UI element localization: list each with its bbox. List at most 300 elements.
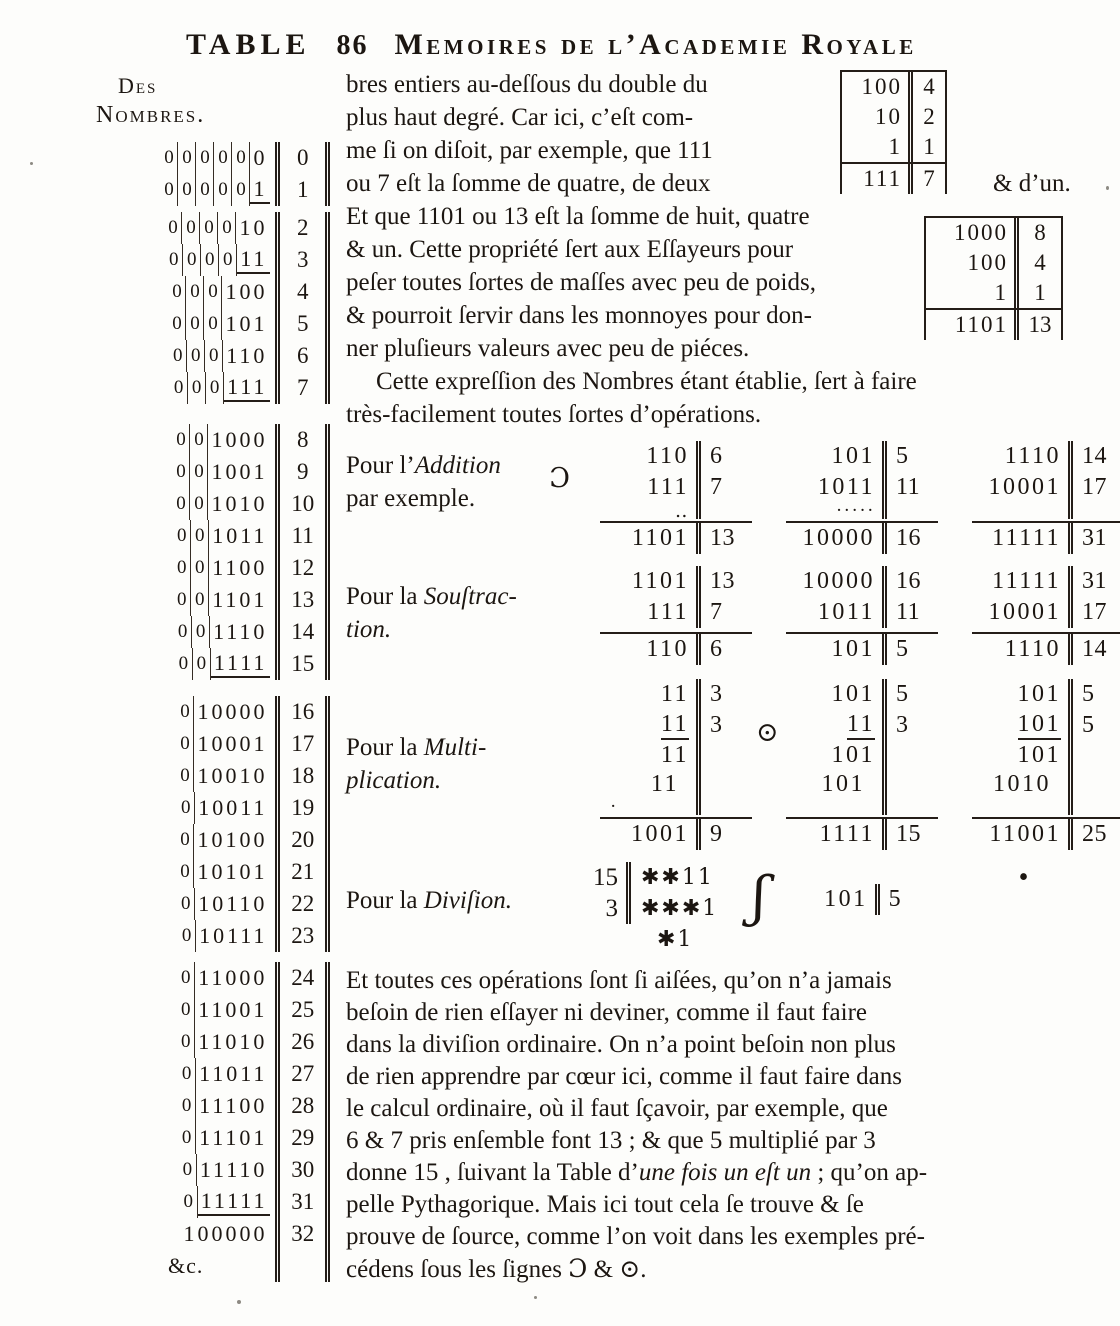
decimal-value: 11 xyxy=(896,599,921,625)
decimal-number: 15 xyxy=(280,648,330,680)
decimal-value: 31 xyxy=(1082,568,1107,594)
binary-value xyxy=(786,500,887,521)
decimal-value: 13 xyxy=(710,525,735,551)
leading-zero-cell: 0 xyxy=(164,212,182,244)
leading-zero-cell: 0 xyxy=(182,212,200,244)
text-line: prouve de ſource, comme l’on voit dans les exemples pré- xyxy=(346,1223,925,1250)
leading-zero-cell: 0 xyxy=(214,174,232,206)
decimal-value xyxy=(1073,503,1120,519)
decimal-number: 28 xyxy=(280,1090,330,1122)
leading-zero-cell: 0 xyxy=(183,244,201,276)
sum-table-row xyxy=(926,218,1061,248)
binary-digits: 1101 xyxy=(212,587,268,612)
binary-digits: 10010 xyxy=(197,763,268,788)
digits: 10001 xyxy=(988,599,1061,625)
multiplication-label xyxy=(346,679,600,797)
decimal-value xyxy=(1073,799,1120,815)
binary-digits: 10101 xyxy=(197,859,268,884)
digits: 101 xyxy=(1018,711,1062,740)
subtraction-example xyxy=(972,566,1120,665)
multiplication-sign: ⊙ xyxy=(756,717,779,748)
decimal-number: 23 xyxy=(280,920,330,952)
decimal-value: 15 xyxy=(896,821,921,847)
main-text-column xyxy=(346,66,1120,1286)
decimal-value: 5 xyxy=(896,681,909,707)
carry-marks xyxy=(600,500,752,522)
division-label-line: Pour la Diviſion. xyxy=(346,887,512,914)
binary-digits: 1111 xyxy=(211,650,271,678)
product-row xyxy=(972,817,1120,850)
decimal-value: 7 xyxy=(710,474,723,500)
decimal-value: 5 xyxy=(1082,712,1095,738)
binary-value xyxy=(160,520,280,552)
decimal-value: 6 xyxy=(710,443,723,469)
binary-table-row xyxy=(160,584,330,616)
difference-row xyxy=(600,632,752,665)
binary-table-row xyxy=(160,276,330,308)
decimal-number: 16 xyxy=(280,696,330,728)
operand-row xyxy=(972,566,1120,597)
division-brace: ʃ xyxy=(752,865,767,928)
subtraction-examples xyxy=(600,566,1120,665)
division-label xyxy=(346,862,570,917)
subtraction-label-line-2: tion. xyxy=(346,616,392,643)
digits: 11 xyxy=(660,742,689,768)
digits: 101 xyxy=(831,681,875,707)
digits: 10000 xyxy=(802,525,875,551)
decimal-number: 29 xyxy=(280,1122,330,1154)
division-row xyxy=(570,893,742,924)
binary-value xyxy=(160,1058,280,1090)
addend-row xyxy=(600,441,752,472)
binary-table-row xyxy=(160,308,330,340)
factor-row xyxy=(600,679,752,710)
leading-zero-cell: 0 xyxy=(178,920,196,952)
decimal-value xyxy=(701,503,752,519)
carry-mark xyxy=(600,796,752,817)
journal-title: Memoires de l’Academie Royale xyxy=(394,28,917,61)
leading-zero-cell: 0 xyxy=(200,212,218,244)
decimal-number: 10 xyxy=(280,488,330,520)
binary-value xyxy=(972,566,1073,597)
leading-zero-cell: 0 xyxy=(186,276,204,308)
leading-zero-cell: 0 xyxy=(232,174,250,206)
multiplication-label-line-1: Pour la Multi- xyxy=(346,734,487,761)
binary-value xyxy=(786,441,887,472)
digits: 110 xyxy=(646,636,689,662)
binary-value xyxy=(160,648,280,680)
binary-value xyxy=(600,819,701,850)
decimal-value: 5 xyxy=(896,443,909,469)
decimal-number: 17 xyxy=(280,728,330,760)
binary-value xyxy=(972,741,1073,770)
multiplication-example xyxy=(600,679,752,850)
decimal-number: 21 xyxy=(280,856,330,888)
digits: 10001 xyxy=(988,474,1061,500)
digits: 101 xyxy=(831,742,875,768)
partial-product-row xyxy=(600,770,752,799)
decimal-number: 24 xyxy=(280,962,330,994)
digits: 11111 xyxy=(992,568,1061,594)
decimal-value xyxy=(887,503,938,519)
sum-table-row xyxy=(926,278,1061,308)
digits: ····· xyxy=(835,500,875,521)
decimal-value: 7 xyxy=(710,599,723,625)
binary-value: 1 xyxy=(926,278,1019,308)
leading-zero-cell: 0 xyxy=(196,142,214,174)
binary-table-row xyxy=(160,648,330,680)
decimal-number: 14 xyxy=(280,616,330,648)
binary-value xyxy=(972,799,1073,815)
division-digits: ✱✱✱1 xyxy=(626,893,718,924)
binary-digits: 1011 xyxy=(212,523,268,548)
binary-table-row xyxy=(160,1090,330,1122)
binary-value xyxy=(160,728,280,760)
leading-zero-cell: 0 xyxy=(165,244,183,276)
digits: 101 xyxy=(1017,742,1061,768)
sum-row xyxy=(972,521,1120,554)
binary-table-row xyxy=(160,760,330,792)
decimal-value: 5 xyxy=(1082,681,1095,707)
quotient-binary: 101 xyxy=(781,884,880,915)
binary-value xyxy=(160,1122,280,1154)
decimal-number xyxy=(280,1250,330,1282)
division-digits: ✱✱11 xyxy=(626,862,714,893)
addend-row xyxy=(600,472,752,503)
addition-label-line-1: Pour l’Addition xyxy=(346,452,501,479)
decimal-number: 25 xyxy=(280,994,330,1026)
leading-zero-cell: 0 xyxy=(172,488,190,520)
binary-value: 10 xyxy=(842,102,913,132)
decimal-number: 13 xyxy=(280,584,330,616)
binary-value xyxy=(160,824,280,856)
binary-value xyxy=(600,472,701,503)
binary-digits: 10111 xyxy=(199,923,268,948)
difference-row xyxy=(972,632,1120,665)
text-line: de rien apprendre par cœur ici, comme il faut faire dans xyxy=(346,1063,902,1090)
binary-value xyxy=(160,424,280,456)
factor-row xyxy=(786,679,938,710)
binary-digits: 111 xyxy=(224,374,270,402)
leading-zero-cell: 0 xyxy=(168,276,186,308)
binary-table-row xyxy=(160,856,330,888)
leading-zero-cell: 0 xyxy=(179,1154,197,1186)
decimal-value xyxy=(701,799,752,815)
digits: 110 xyxy=(646,443,689,469)
binary-value xyxy=(160,856,280,888)
text-line: plus haut degré. Car ici, c’eſt com- xyxy=(346,104,694,131)
binary-value xyxy=(972,503,1073,519)
binary-digits: 10000 xyxy=(197,699,268,724)
table-caption-word: TABLE xyxy=(186,28,311,61)
paragraph-3 xyxy=(346,365,1120,431)
table-caption-line-1: Des xyxy=(118,73,158,98)
binary-value: 100 xyxy=(926,248,1019,278)
binary-value xyxy=(600,566,701,597)
binary-value xyxy=(160,994,280,1026)
division-row xyxy=(570,862,742,893)
binary-digits: 1100 xyxy=(212,555,268,580)
subtraction-label xyxy=(346,566,600,646)
binary-value xyxy=(786,523,887,554)
difference-row xyxy=(786,632,938,665)
decimal-number: 5 xyxy=(280,308,330,340)
leading-zero-cell: 0 xyxy=(218,212,236,244)
leading-zero-cell: 0 xyxy=(232,142,250,174)
decimal-number: 8 xyxy=(280,424,330,456)
binary-value xyxy=(160,372,280,404)
decimal-value: 1 xyxy=(923,134,935,159)
text-line: Et que 1101 ou 13 eſt la ſomme de huit, quatre xyxy=(346,203,810,230)
leading-zero-cell: 0 xyxy=(192,616,210,648)
decimal-value: 3 xyxy=(710,712,723,738)
binary-value: 1 xyxy=(842,132,913,162)
binary-digits: 0 xyxy=(253,145,268,170)
decimal-value: 5 xyxy=(896,636,909,662)
binary-table-row xyxy=(160,920,330,952)
binary-table-row xyxy=(160,340,330,372)
operand-row xyxy=(972,597,1120,628)
leading-zero-cell: 0 xyxy=(187,340,205,372)
partial-product-row xyxy=(972,770,1120,799)
text-line: bres entiers au-deſſous du double du xyxy=(346,71,708,98)
multiplication-section xyxy=(346,679,1120,850)
binary-table-row xyxy=(160,174,330,206)
binary-table-row xyxy=(160,888,330,920)
leading-zero-cell: 0 xyxy=(178,142,196,174)
binary-table-row xyxy=(160,520,330,552)
operand-row xyxy=(786,566,938,597)
decimal-value xyxy=(887,770,938,799)
decimal-value xyxy=(887,741,938,770)
binary-table-row xyxy=(160,1122,330,1154)
paragraph-1-tail: & d’un. xyxy=(993,170,1071,197)
binary-value xyxy=(972,634,1073,665)
paragraph-3-lines xyxy=(346,365,1120,431)
decimal-value: 7 xyxy=(923,166,935,191)
subtraction-example xyxy=(600,566,752,665)
decimal-number: 26 xyxy=(280,1026,330,1058)
binary-digits: 11100 xyxy=(199,1093,268,1118)
binary-table-row xyxy=(160,1058,330,1090)
leading-zero-cell: 0 xyxy=(173,584,191,616)
binary-value xyxy=(600,597,701,628)
decimal-number: 7 xyxy=(280,372,330,404)
digits: 1111 xyxy=(819,821,875,847)
binary-value: 100 xyxy=(842,72,913,102)
leading-zero-cell: 0 xyxy=(190,488,208,520)
subtraction-label-line-1: Pour la Souſtrac- xyxy=(346,583,517,610)
scan-speck xyxy=(237,1300,241,1304)
text-line: le calcul ordinaire, où il faut ſçavoir, par exemple, que xyxy=(346,1095,888,1122)
binary-table-row xyxy=(160,552,330,584)
text-line: peſer toutes ſortes de maſſes avec peu de poids, xyxy=(346,269,816,296)
decimal-value: 13 xyxy=(1028,312,1052,337)
leading-zero-cell: 0 xyxy=(201,244,219,276)
binary-value xyxy=(786,741,887,770)
binary-table-row xyxy=(160,244,330,276)
carry-mark xyxy=(786,799,938,815)
text-line: 6 & 7 pris enſemble font 13 ; & que 5 multiplié par 3 xyxy=(346,1127,876,1154)
binary-digits: 11010 xyxy=(198,1029,268,1054)
sum-table-result xyxy=(926,308,1061,340)
binary-table-row xyxy=(160,792,330,824)
operand-row xyxy=(600,597,752,628)
dividend-or-divisor: 15 xyxy=(593,863,618,891)
leading-zero-cell: 0 xyxy=(214,142,232,174)
multiplication-example xyxy=(786,679,938,850)
leading-zero-cell: 0 xyxy=(188,372,206,404)
decimal-value: 17 xyxy=(1082,474,1107,500)
digits: ‥ xyxy=(674,500,689,522)
addition-label xyxy=(346,441,600,515)
leading-zero-cell: 0 xyxy=(170,372,188,404)
leading-zero-cell: 0 xyxy=(177,962,195,994)
digits: 1010 xyxy=(993,771,1051,797)
leading-zero-cell: 0 xyxy=(176,696,194,728)
addition-example xyxy=(786,441,938,554)
leading-zero-cell: 0 xyxy=(178,174,196,206)
binary-table-row xyxy=(160,1186,330,1218)
decimal-number: 3 xyxy=(280,244,330,276)
text-line: & un. Cette propriété ſert aux Eſſayeurs pour xyxy=(346,236,794,263)
binary-table-row xyxy=(160,1218,330,1250)
binary-value xyxy=(972,819,1073,850)
division-digits: ✱1 xyxy=(657,927,694,952)
leading-zero-cell: 0 xyxy=(204,308,222,340)
digits: 1110 xyxy=(1004,636,1061,662)
paragraph-2 xyxy=(346,200,1120,365)
text-line: très-facilement toutes ſortes d’opérations. xyxy=(346,401,762,428)
binary-value xyxy=(160,760,280,792)
decimal-value: 3 xyxy=(896,712,909,738)
decimal-number: 12 xyxy=(280,552,330,584)
binary-digits: 11000 xyxy=(198,965,268,990)
table-caption xyxy=(96,72,346,130)
binary-value xyxy=(160,142,280,174)
decimal-value: 2 xyxy=(923,104,935,129)
leading-zero-cell: 0 xyxy=(172,424,190,456)
multiplication-label-line-2: plication. xyxy=(346,767,442,794)
decimal-number: 22 xyxy=(280,888,330,920)
binary-value xyxy=(160,696,280,728)
binary-digits: 10100 xyxy=(197,827,268,852)
decimal-value: 17 xyxy=(1082,599,1107,625)
decimal-number: 32 xyxy=(280,1218,330,1250)
product-row xyxy=(600,817,752,850)
binary-table-row xyxy=(160,962,330,994)
binary-value xyxy=(160,174,280,206)
digits: 11 xyxy=(661,711,689,740)
binary-numbers-table xyxy=(160,142,330,1282)
partial-product-row xyxy=(786,741,938,770)
binary-value xyxy=(160,552,280,584)
digits: 101 xyxy=(1017,681,1061,707)
division-row xyxy=(570,924,742,955)
leading-zero-cell: 0 xyxy=(169,340,187,372)
addition-example xyxy=(600,441,752,554)
binary-value xyxy=(160,962,280,994)
leading-zero-cell: 0 xyxy=(193,648,211,680)
binary-value xyxy=(600,770,701,799)
leading-zero-cell: 0 xyxy=(160,174,178,206)
digits: 1110 xyxy=(1004,443,1061,469)
binary-value xyxy=(786,472,887,503)
sum-table-of-13 xyxy=(924,216,1063,340)
binary-value xyxy=(160,308,280,340)
binary-value xyxy=(972,472,1073,503)
decimal-value: 1 xyxy=(1034,280,1046,305)
addend-row xyxy=(786,441,938,472)
decimal-number: 9 xyxy=(280,456,330,488)
decimal-number: 1 xyxy=(280,174,330,206)
leading-zero-cell: 0 xyxy=(191,584,209,616)
scan-speck xyxy=(534,1296,537,1299)
decimal-value: 13 xyxy=(710,568,735,594)
binary-digits: 11011 xyxy=(199,1061,268,1086)
leading-zero-cell: 0 xyxy=(177,792,195,824)
binary-value xyxy=(160,1250,280,1282)
leading-zero-cell: 0 xyxy=(177,1026,195,1058)
binary-table-row xyxy=(160,1154,330,1186)
carry-marks xyxy=(786,500,938,521)
factor-row xyxy=(786,710,938,741)
binary-value xyxy=(786,770,887,799)
binary-table-row xyxy=(160,824,330,856)
sum-row xyxy=(600,521,752,554)
ink-dot: • xyxy=(1018,862,1029,893)
binary-value xyxy=(786,597,887,628)
dividend-or-divisor: 3 xyxy=(605,894,618,922)
binary-table-row xyxy=(160,1250,330,1282)
sum-row xyxy=(786,521,938,554)
product-row xyxy=(786,817,938,850)
binary-value xyxy=(160,1090,280,1122)
leading-zero-cell: 0 xyxy=(176,728,194,760)
quotient-decimal: 5 xyxy=(888,886,902,912)
sum-table-of-7 xyxy=(840,70,947,194)
text-line: & pourroit ſervir dans les monnoyes pour don- xyxy=(346,302,812,329)
multiplication-example xyxy=(972,679,1120,850)
digits: 101 xyxy=(831,636,875,662)
leading-zero-cell: 0 xyxy=(160,142,178,174)
digits: 101 xyxy=(831,443,875,469)
decimal-number: 19 xyxy=(280,792,330,824)
numbers-table-column xyxy=(96,66,346,1286)
division-section xyxy=(346,862,1120,955)
decimal-value: 4 xyxy=(923,74,935,99)
leading-zero-cell: 0 xyxy=(174,616,192,648)
text-line: ner pluſieurs valeurs avec peu de piéces. xyxy=(346,335,750,362)
binary-digits: 10001 xyxy=(197,731,268,756)
decimal-number: 31 xyxy=(280,1186,330,1218)
leading-zero-cell: 0 xyxy=(204,276,222,308)
binary-table-row xyxy=(160,994,330,1026)
text-line: me ſi on diſoit, par exemple, que 111 xyxy=(346,137,713,164)
leading-zero-cell: 0 xyxy=(196,174,214,206)
addition-label-line-2: par exemple. xyxy=(346,485,476,512)
sum-table-result xyxy=(842,162,945,194)
leading-zero-cell: 0 xyxy=(175,648,193,680)
addition-example xyxy=(972,441,1120,554)
decimal-value: 11 xyxy=(896,474,921,500)
binary-value xyxy=(786,799,887,815)
digits: 11001 xyxy=(989,821,1061,847)
partial-product-row xyxy=(786,770,938,799)
decimal-number: 6 xyxy=(280,340,330,372)
binary-digits: 1010 xyxy=(211,491,268,516)
binary-table-row xyxy=(160,424,330,456)
